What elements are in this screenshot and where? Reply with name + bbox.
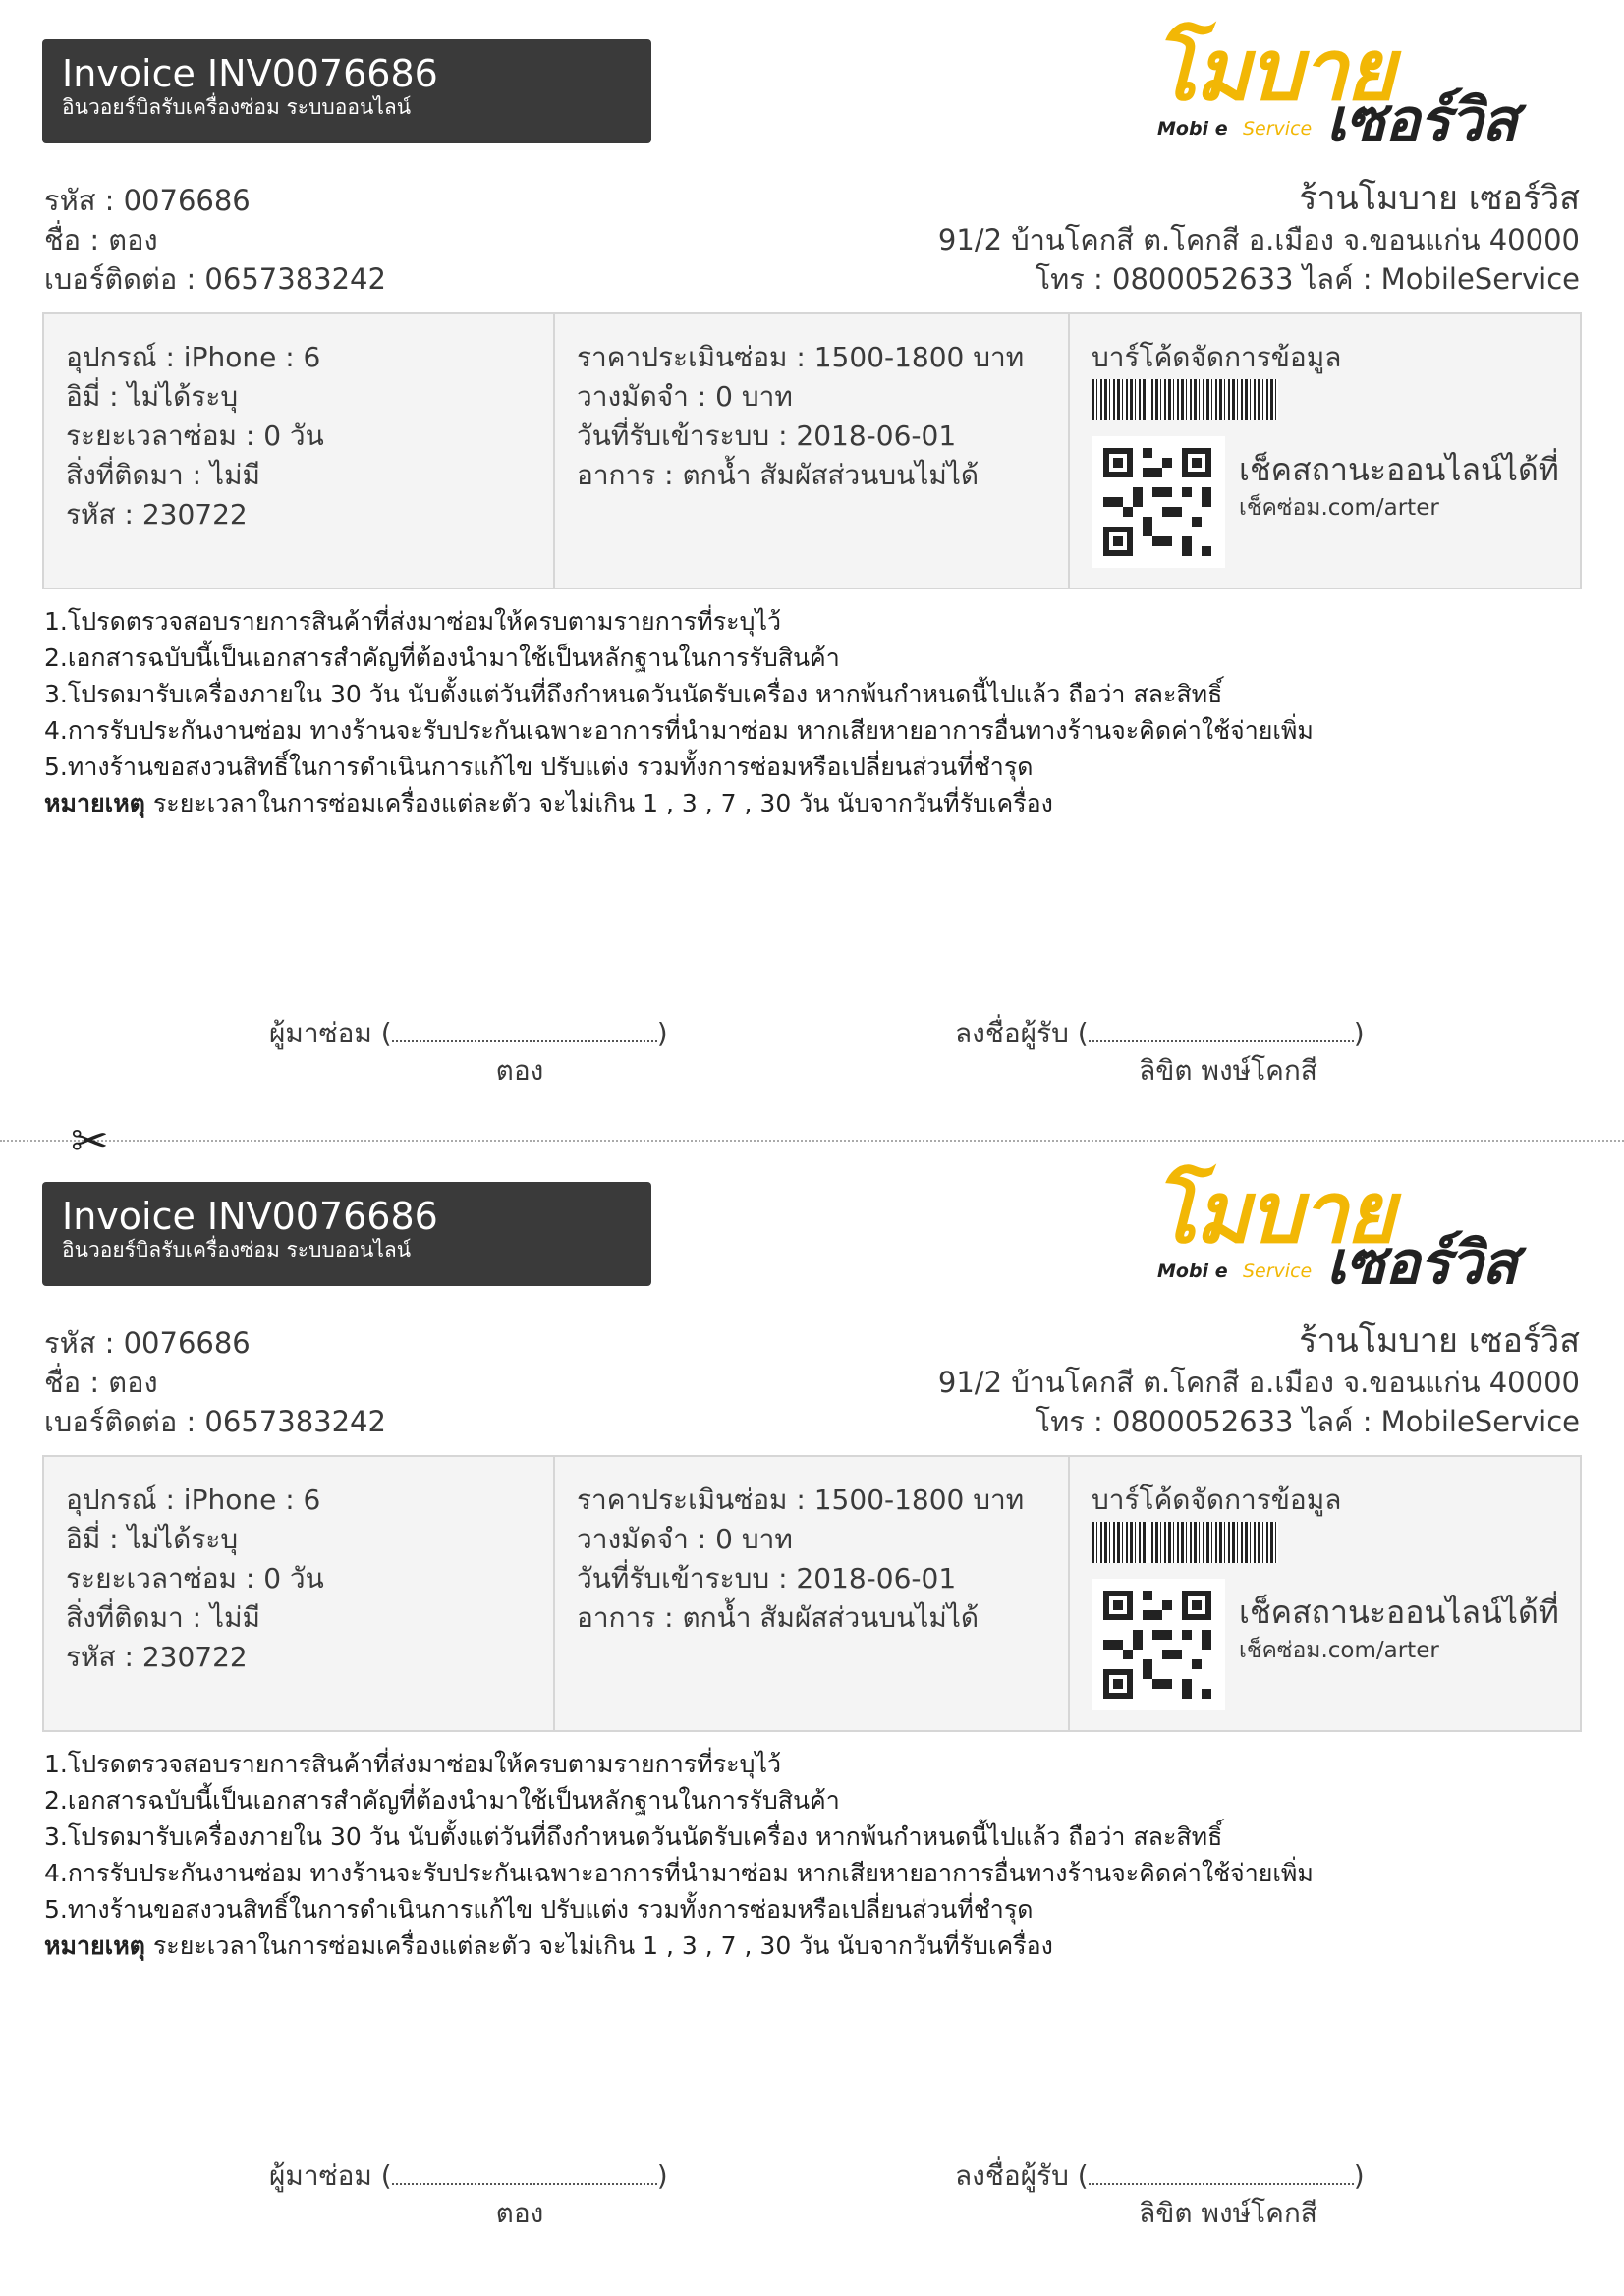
logo-small-left: Mobi e [1157,118,1228,140]
device-column [44,1457,555,1730]
repair-column [555,1457,1070,1730]
qr-code[interactable] [1092,436,1225,568]
repair-signature-line [269,2157,668,2195]
repair-date: วันที่รับเข้าระบบ : 2018-06-01 [577,420,957,452]
device-model: อุปกรณ์ : iPhone : 6 [66,1484,321,1516]
signature-close: ) [656,2159,668,2192]
shop-info [938,177,1580,299]
term-item: 4.การรับประกันงานซ่อม ทางร้านจะรับประกันเฉพาะอาการที่นำมาซ่อม หากเสียหายอาการอื่นทางร้านจะคิดค่าใช้จ่ายเพิ่ม [44,716,1314,745]
repair-date: วันที่รับเข้าระบบ : 2018-06-01 [577,1562,957,1595]
repair-person-name: ตอง [495,1054,544,1087]
customer-code: รหัส : 0076686 [44,1326,251,1360]
barcode-label: บาร์โค้ดจัดการข้อมูล [1092,341,1342,373]
details-box [42,312,1582,589]
device-duration: ระยะเวลาซ่อม : 0 วัน [66,1562,324,1595]
barcode-image [1092,1522,1278,1563]
logo-text-sub: เซอร์วิส [1326,1229,1517,1298]
term-item: 5.ทางร้านขอสงวนสิทธิ์ในการดำเนินการแก้ไข ปรับแต่ง รวมทั้งการซ่อมหรือเปลี่ยนส่วนที่ชำรุด [44,1895,1034,1924]
repair-estimate: ราคาประเมินซ่อม : 1500-1800 บาท [577,341,1025,373]
receiver-signature-label: ลงชื่อผู้รับ ( [955,1017,1089,1049]
invoice-header [42,1182,651,1286]
invoice-title: Invoice INV0076686 [62,52,438,95]
barcode-image [1092,379,1278,420]
repair-signature-label: ผู้มาซ่อม ( [269,2159,392,2192]
repair-deposit: วางมัดจำ : 0 บาท [577,380,793,413]
signature-dots [1089,1019,1354,1042]
signature-close: ) [1353,2159,1365,2192]
term-item: 4.การรับประกันงานซ่อม ทางร้านจะรับประกันเฉพาะอาการที่นำมาซ่อม หากเสียหายอาการอื่นทางร้านจะคิดค่าใช้จ่ายเพิ่ม [44,1859,1314,1887]
customer-phone: เบอร์ติดต่อ : 0657383242 [44,262,386,296]
shop-name: ร้านโมบาย เซอร์วิส [1299,179,1580,218]
qr-code[interactable] [1092,1579,1225,1710]
repair-person-name: ตอง [495,2197,544,2229]
check-online-url[interactable]: เช็คซ่อม.com/arter [1239,495,1439,521]
term-item: 2.เอกสารฉบับนี้เป็นเอกสารสำคัญที่ต้องนำมาใช้เป็นหลักฐานในการรับสินค้า [44,1786,840,1815]
customer-info [44,181,386,299]
device-duration: ระยะเวลาซ่อม : 0 วัน [66,420,324,452]
logo-small-right: Service [1243,1260,1313,1282]
receiver-person-name: ลิขิต พงษ์โคกสี [1139,1054,1317,1087]
customer-code: รหัส : 0076686 [44,184,251,217]
logo-text-sub: เซอร์วิส [1326,86,1517,155]
device-imei: อิมี่ : ไม่ได้ระบุ [66,1523,239,1555]
logo-small-right: Service [1243,118,1313,140]
scissors-icon: ✂ [71,1114,109,1167]
details-box [42,1455,1582,1732]
barcode-column [1070,314,1582,588]
device-imei: อิมี่ : ไม่ได้ระบุ [66,380,239,413]
repair-estimate: ราคาประเมินซ่อม : 1500-1800 บาท [577,1484,1025,1516]
device-accessories: สิ่งที่ติดมา : ไม่มี [66,459,260,491]
device-column [44,314,555,588]
logo-small-left: Mobi e [1157,1260,1228,1282]
device-code: รหัส : 230722 [66,1641,248,1673]
check-online-label: เช็คสถานะออนไลน์ได้ที่ [1239,451,1559,488]
repair-symptom: อาการ : ตกน้ำ สัมผัสส่วนบนไม่ได้ [577,1601,980,1634]
note-line [44,1928,1314,1964]
receiver-signature-label: ลงชื่อผู้รับ ( [955,2159,1089,2192]
note-label: หมายเหตุ [44,789,145,817]
invoice-title: Invoice INV0076686 [62,1195,438,1238]
receiver-signature-line [955,2157,1365,2195]
term-item: 3.โปรดมารับเครื่องภายใน 30 วัน นับตั้งแต่วันที่ถึงกำหนดวันนัดรับเครื่อง หากพ้นกำหนดนี้ไปแล้ว ถือว่า สละสิทธิ์ [44,680,1223,708]
customer-info [44,1323,386,1441]
receiver-person-name: ลิขิต พงษ์โคกสี [1139,2197,1317,2229]
device-accessories: สิ่งที่ติดมา : ไม่มี [66,1601,260,1634]
note-text: ระยะเวลาในการซ่อมเครื่องแต่ละตัว จะไม่เกิน 1 , 3 , 7 , 30 วัน นับจากวันที่รับเครื่อง [144,1932,1053,1960]
term-item: 3.โปรดมารับเครื่องภายใน 30 วัน นับตั้งแต่วันที่ถึงกำหนดวันนัดรับเครื่อง หากพ้นกำหนดนี้ไปแล้ว ถือว่า สละสิทธิ์ [44,1822,1223,1851]
invoice-subtitle: อินวอยร์บิลรับเครื่องซ่อม ระบบออนไลน์ [62,1238,412,1261]
invoice-copy-top [0,0,1624,1140]
note-text: ระยะเวลาในการซ่อมเครื่องแต่ละตัว จะไม่เกิน 1 , 3 , 7 , 30 วัน นับจากวันที่รับเครื่อง [144,789,1053,817]
invoice-subtitle: อินวอยร์บิลรับเครื่องซ่อม ระบบออนไลน์ [62,95,412,119]
receiver-signature-line [955,1015,1365,1052]
barcode-column [1070,1457,1582,1730]
check-online-url[interactable]: เช็คซ่อม.com/arter [1239,1638,1439,1663]
repair-symptom: อาการ : ตกน้ำ สัมผัสส่วนบนไม่ได้ [577,459,980,491]
term-item: 2.เอกสารฉบับนี้เป็นเอกสารสำคัญที่ต้องนำมาใช้เป็นหลักฐานในการรับสินค้า [44,644,840,672]
term-item: 5.ทางร้านขอสงวนสิทธิ์ในการดำเนินการแก้ไข ปรับแต่ง รวมทั้งการซ่อมหรือเปลี่ยนส่วนที่ชำรุด [44,753,1034,781]
signature-dots [392,2161,657,2185]
shop-name: ร้านโมบาย เซอร์วิส [1299,1321,1580,1361]
terms-list [44,603,1314,821]
customer-name: ชื่อ : ตอง [44,1366,158,1399]
shop-info [938,1319,1580,1441]
device-code: รหัส : 230722 [66,498,248,531]
barcode-label: บาร์โค้ดจัดการข้อมูล [1092,1484,1342,1516]
invoice-copy-bottom [0,1143,1624,2282]
signature-dots [1089,2161,1354,2185]
repair-column [555,314,1070,588]
cut-line [0,1140,1624,1142]
term-item: 1.โปรดตรวจสอบรายการสินค้าที่ส่งมาซ่อมให้ครบตามรายการที่ระบุไว้ [44,607,782,636]
signature-close: ) [656,1017,668,1049]
shop-address: 91/2 บ้านโคกสี ต.โคกสี อ.เมือง จ.ขอนแก่น 40000 [937,1366,1580,1399]
repair-deposit: วางมัดจำ : 0 บาท [577,1523,793,1555]
shop-contact: โทร : 0800052633 ไลค์ : MobileService [1035,262,1580,296]
device-model: อุปกรณ์ : iPhone : 6 [66,341,321,373]
logo-text-main: โมบาย [1151,22,1394,120]
note-line [44,785,1314,821]
signature-close: ) [1353,1017,1365,1049]
note-label: หมายเหตุ [44,1932,145,1960]
shop-logo [1149,1164,1562,1298]
signature-dots [392,1019,657,1042]
customer-phone: เบอร์ติดต่อ : 0657383242 [44,1405,386,1438]
logo-text-main: โมบาย [1151,1164,1394,1262]
terms-list [44,1746,1314,1964]
shop-contact: โทร : 0800052633 ไลค์ : MobileService [1035,1405,1580,1438]
shop-logo [1149,22,1562,155]
invoice-header [42,39,651,143]
customer-name: ชื่อ : ตอง [44,223,158,256]
shop-address: 91/2 บ้านโคกสี ต.โคกสี อ.เมือง จ.ขอนแก่น 40000 [937,223,1580,256]
term-item: 1.โปรดตรวจสอบรายการสินค้าที่ส่งมาซ่อมให้ครบตามรายการที่ระบุไว้ [44,1750,782,1778]
repair-signature-line [269,1015,668,1052]
check-online-label: เช็คสถานะออนไลน์ได้ที่ [1239,1594,1559,1631]
repair-signature-label: ผู้มาซ่อม ( [269,1017,392,1049]
